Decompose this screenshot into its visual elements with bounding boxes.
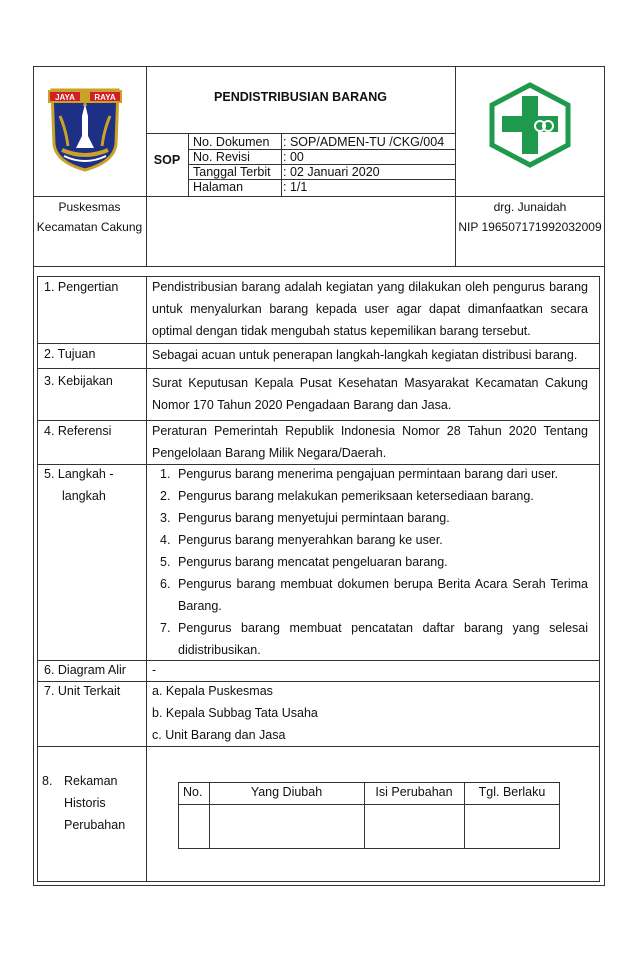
header-logo-row-bottom	[33, 196, 605, 197]
step-item	[152, 551, 588, 573]
dki-jakarta-emblem	[44, 86, 126, 172]
text-kebijakan: Surat Keputusan Kepala Pusat Kesehatan Masyarakat Kecamatan Cakung Nomor 170 Tahun 2020 Pengadaan Barang dan Jasa.	[152, 376, 588, 412]
content-col-divider	[146, 276, 147, 882]
header-bottom	[33, 266, 605, 267]
step-text: Pengurus barang membuat pencatatan daftar barang yang selesai didistribusikan.	[178, 621, 588, 657]
meta-label-revisi: No. Revisi	[193, 150, 250, 164]
header-divider-right	[455, 66, 456, 266]
unit-item: a. Kepala Puskesmas	[152, 684, 273, 698]
meta-label-halaman: Halaman	[193, 180, 244, 194]
unit-item: b. Kepala Subbag Tata Usaha	[152, 706, 318, 720]
label-rekaman-line1: Rekaman	[64, 774, 118, 788]
label-kebijakan: 3. Kebijakan	[44, 374, 113, 388]
meta-top-line	[146, 133, 455, 134]
revision-col-header: Tgl. Berlaku	[478, 785, 546, 799]
emblem-text-right: RAYA	[94, 93, 116, 102]
label-langkah-line1: 5. Langkah -	[44, 467, 114, 481]
value-diagram-alir: -	[152, 663, 157, 677]
revision-table-header-line	[178, 804, 560, 805]
puskesmas-logo	[488, 82, 572, 168]
signatory-name: drg. Junaidah	[493, 200, 567, 214]
document-title: PENDISTRIBUSIAN BARANG	[214, 90, 387, 104]
step-item	[152, 617, 588, 661]
meta-col-line	[281, 133, 282, 196]
text-pengertian: Pendistribusian barang adalah kegiatan yang dilakukan oleh pengurus barang untuk menyalurkan barang kepada user agar dapat dimanfaatkan secara optimal dengan tidak mengubah status kepemilikan barang tersebut.	[152, 280, 588, 338]
meta-label-tanggal: Tanggal Terbit	[193, 165, 271, 179]
text-tujuan: Sebagai acuan untuk penerapan langkah-langkah kegiatan distribusi barang.	[152, 348, 578, 362]
step-number: 6.	[160, 577, 171, 591]
label-pengertian: 1. Pengertian	[44, 280, 119, 294]
step-item	[152, 529, 588, 551]
label-referensi: 4. Referensi	[44, 424, 112, 438]
meta-col-line	[188, 133, 189, 196]
step-item	[152, 507, 588, 529]
meta-value-tanggal: : 02 Januari 2020	[283, 165, 380, 179]
meta-value-revisi: : 00	[283, 150, 304, 164]
label-unit-terkait: 7. Unit Terkait	[44, 684, 121, 698]
label-rekaman-line3: Perubahan	[64, 818, 126, 832]
step-number: 5.	[160, 555, 171, 569]
step-text: Pengurus barang membuat dokumen berupa Berita Acara Serah Terima Barang.	[178, 577, 588, 613]
step-number: 1.	[160, 467, 171, 481]
label-rekaman-number: 8.	[42, 774, 53, 788]
meta-value-halaman: : 1/1	[283, 180, 308, 194]
row-divider	[37, 681, 600, 682]
signatory-nip: NIP 196507171992032009	[458, 220, 602, 234]
org-name-line1: Puskesmas	[58, 200, 121, 214]
row-divider	[37, 746, 600, 747]
step-text: Pengurus barang menyetujui permintaan barang.	[178, 511, 450, 525]
label-tujuan: 2. Tujuan	[44, 347, 96, 361]
revision-col-header: No.	[183, 785, 203, 799]
step-number: 7.	[160, 621, 171, 635]
meta-value-dokumen: : SOP/ADMEN-TU /CKG/004	[283, 135, 445, 149]
label-diagram-alir: 6. Diagram Alir	[44, 663, 126, 677]
row-divider	[37, 368, 600, 369]
sop-label: SOP	[153, 153, 181, 167]
emblem-text-left: JAYA	[55, 93, 75, 102]
step-text: Pengurus barang melakukan pemeriksaan ketersediaan barang.	[178, 489, 534, 503]
org-name-line2: Kecamatan Cakung	[36, 220, 143, 234]
steps-list	[152, 463, 588, 661]
revision-col-header: Yang Diubah	[250, 785, 323, 799]
step-number: 4.	[160, 533, 171, 547]
text-referensi: Peraturan Pemerintah Republik Indonesia Nomor 28 Tahun 2020 Tentang Pengelolaan Barang Milik Negara/Daerah.	[152, 424, 588, 460]
meta-label-dokumen: No. Dokumen	[193, 135, 270, 149]
step-text: Pengurus barang menerima pengajuan permintaan barang dari user.	[178, 467, 559, 481]
step-number: 2.	[160, 489, 171, 503]
label-langkah-line2: langkah	[62, 489, 106, 503]
step-item	[152, 485, 588, 507]
step-number: 3.	[160, 511, 171, 525]
revision-col-header: Isi Perubahan	[375, 785, 453, 799]
label-rekaman-line2: Historis	[64, 796, 106, 810]
step-text: Pengurus barang menyerahkan barang ke user.	[178, 533, 443, 547]
step-text: Pengurus barang mencatat pengeluaran barang.	[178, 555, 448, 569]
unit-item: c. Unit Barang dan Jasa	[152, 728, 286, 742]
step-item	[152, 463, 588, 485]
step-item	[152, 573, 588, 617]
